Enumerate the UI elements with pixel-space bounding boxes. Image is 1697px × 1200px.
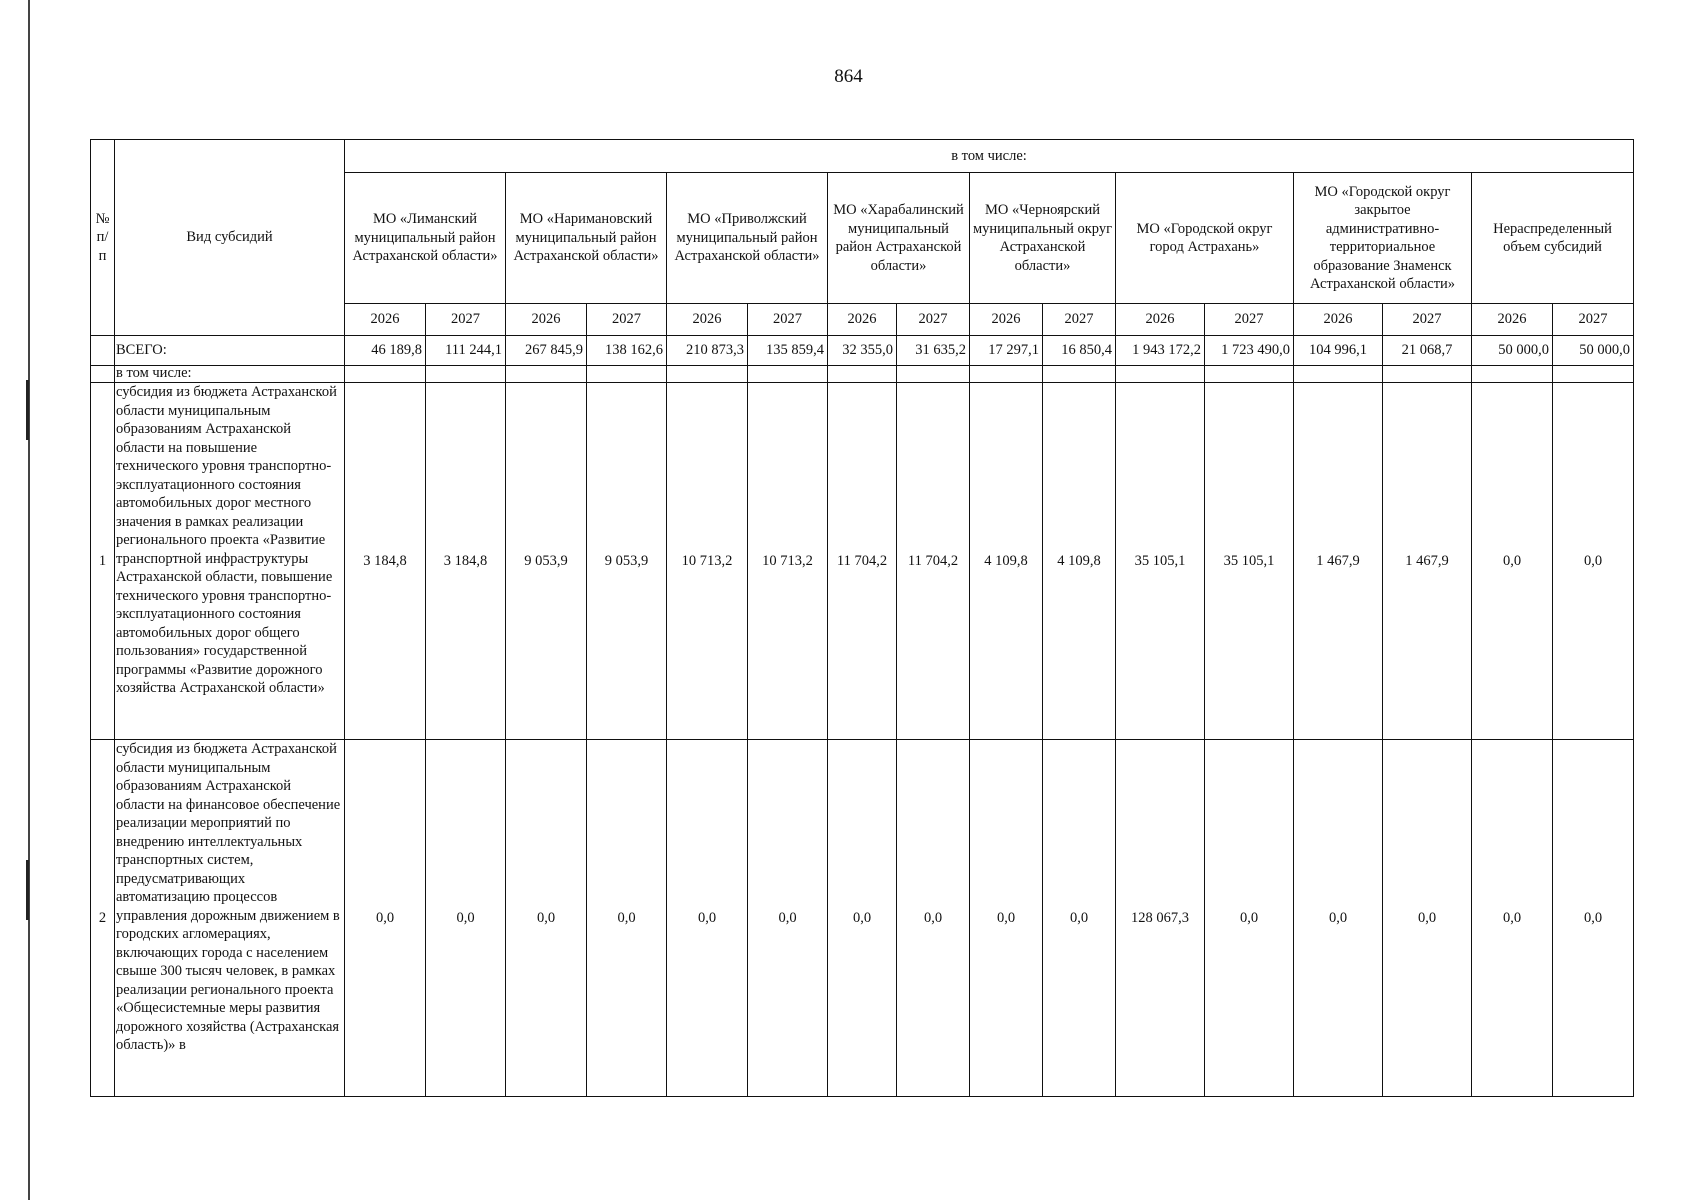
header-num: № п/п: [91, 140, 115, 336]
total-value: 111 244,1: [426, 336, 506, 366]
value-cell: 0,0: [345, 740, 426, 1097]
value-cell: 0,0: [1472, 383, 1553, 740]
value-cell: 0,0: [970, 740, 1043, 1097]
header-year: 2026: [345, 304, 426, 336]
value-cell: 128 067,3: [1116, 740, 1205, 1097]
value-cell: 9 053,9: [506, 383, 587, 740]
value-cell: 0,0: [1383, 740, 1472, 1097]
value-cell: 11 704,2: [897, 383, 970, 740]
header-municipality: МО «Приволжский муниципальный район Астраханской области»: [667, 173, 828, 304]
intro-label: в том числе:: [115, 366, 345, 383]
header-year: 2026: [667, 304, 748, 336]
total-value: 135 859,4: [748, 336, 828, 366]
value-cell: 0,0: [828, 740, 897, 1097]
header-year: 2026: [506, 304, 587, 336]
total-label: ВСЕГО:: [115, 336, 345, 366]
value-cell: 0,0: [1472, 740, 1553, 1097]
header-municipality: МО «Черноярский муниципальный округ Астраханской области»: [970, 173, 1116, 304]
row-number: 1: [91, 383, 115, 740]
total-value: 17 297,1: [970, 336, 1043, 366]
total-value: 21 068,7: [1383, 336, 1472, 366]
total-value: 50 000,0: [1553, 336, 1634, 366]
value-cell: 4 109,8: [970, 383, 1043, 740]
total-value: 50 000,0: [1472, 336, 1553, 366]
header-year: 2026: [828, 304, 897, 336]
page-number: 864: [834, 66, 863, 87]
value-cell: 0,0: [587, 740, 667, 1097]
total-value: 16 850,4: [1043, 336, 1116, 366]
value-cell: 0,0: [506, 740, 587, 1097]
header-year: 2027: [748, 304, 828, 336]
intro-num-cell: [91, 366, 115, 383]
total-value: 267 845,9: [506, 336, 587, 366]
header-year: 2027: [1205, 304, 1294, 336]
value-cell: 9 053,9: [587, 383, 667, 740]
header-municipality: МО «Наримановский муниципальный район Астраханской области»: [506, 173, 667, 304]
header-municipality: МО «Городской округ закрытое административно-территориальное образование Знаменск Астраханской области»: [1294, 173, 1472, 304]
value-cell: 35 105,1: [1116, 383, 1205, 740]
total-value: 138 162,6: [587, 336, 667, 366]
header-year: 2026: [1294, 304, 1383, 336]
value-cell: 0,0: [1294, 740, 1383, 1097]
value-cell: 0,0: [748, 740, 828, 1097]
value-cell: 0,0: [667, 740, 748, 1097]
total-value: 210 873,3: [667, 336, 748, 366]
total-value: 1 723 490,0: [1205, 336, 1294, 366]
total-value: 1 943 172,2: [1116, 336, 1205, 366]
table-row: [91, 740, 1634, 1097]
table-row-intro: [91, 366, 1634, 383]
value-cell: 0,0: [1553, 740, 1634, 1097]
table-row-total: [91, 336, 1634, 366]
header-year: 2027: [587, 304, 667, 336]
header-year: 2027: [1043, 304, 1116, 336]
total-value: 104 996,1: [1294, 336, 1383, 366]
scan-edge-mark: [26, 380, 29, 440]
header-year: 2027: [897, 304, 970, 336]
header-including: в том числе:: [345, 140, 1634, 173]
header-municipality: МО «Лиманский муниципальный район Астраханской области»: [345, 173, 506, 304]
value-cell: 11 704,2: [828, 383, 897, 740]
value-cell: 0,0: [897, 740, 970, 1097]
value-cell: 1 467,9: [1383, 383, 1472, 740]
header-municipality: МО «Городской округ город Астрахань»: [1116, 173, 1294, 304]
value-cell: 10 713,2: [748, 383, 828, 740]
header-municipality: МО «Харабалинский муниципальный район Астраханской области»: [828, 173, 970, 304]
header-year: 2027: [426, 304, 506, 336]
value-cell: 35 105,1: [1205, 383, 1294, 740]
total-value: 31 635,2: [897, 336, 970, 366]
header-municipality: Нераспределенный объем субсидий: [1472, 173, 1634, 304]
value-cell: 0,0: [426, 740, 506, 1097]
total-value: 32 355,0: [828, 336, 897, 366]
total-num-cell: [91, 336, 115, 366]
header-subsidy-type: Вид субсидий: [115, 140, 345, 336]
row-number: 2: [91, 740, 115, 1097]
total-value: 46 189,8: [345, 336, 426, 366]
table-row: [91, 383, 1634, 740]
value-cell: 4 109,8: [1043, 383, 1116, 740]
subsidy-description: субсидия из бюджета Астраханской области муниципальным образованиям Астраханской области на повышение технического уровня транспортно-эксплуатационного состояния автомобильных дорог местного значения в рамках реализации регионального проекта «Развитие транспортной инфраструктуры Астраханской области, повышение технического уровня транспортно-эксплуатационного состояния автомобильных дорог общего пользования» государственной программы «Развитие дорожного хозяйства Астраханской области»: [115, 383, 345, 740]
value-cell: 3 184,8: [426, 383, 506, 740]
subsidy-table: [90, 139, 1634, 1097]
value-cell: 3 184,8: [345, 383, 426, 740]
header-year: 2026: [1116, 304, 1205, 336]
header-year: 2027: [1383, 304, 1472, 336]
header-year: 2027: [1553, 304, 1634, 336]
value-cell: 0,0: [1043, 740, 1116, 1097]
value-cell: 10 713,2: [667, 383, 748, 740]
scan-edge-line: [28, 0, 30, 1200]
subsidy-description: субсидия из бюджета Астраханской области муниципальным образованиям Астраханской области на финансовое обеспечение реализации мероприятий по внедрению интеллектуальных транспортных систем, предусматривающих автоматизацию процессов управления дорожным движением в городских агломерациях, включающих города с населением свыше 300 тысяч человек, в рамках реализации регионального проекта «Общесистемные меры развития дорожного хозяйства (Астраханская область)» в: [115, 740, 345, 1097]
value-cell: 0,0: [1205, 740, 1294, 1097]
value-cell: 1 467,9: [1294, 383, 1383, 740]
scan-edge-mark: [26, 860, 29, 920]
header-year: 2026: [1472, 304, 1553, 336]
value-cell: 0,0: [1553, 383, 1634, 740]
header-year: 2026: [970, 304, 1043, 336]
